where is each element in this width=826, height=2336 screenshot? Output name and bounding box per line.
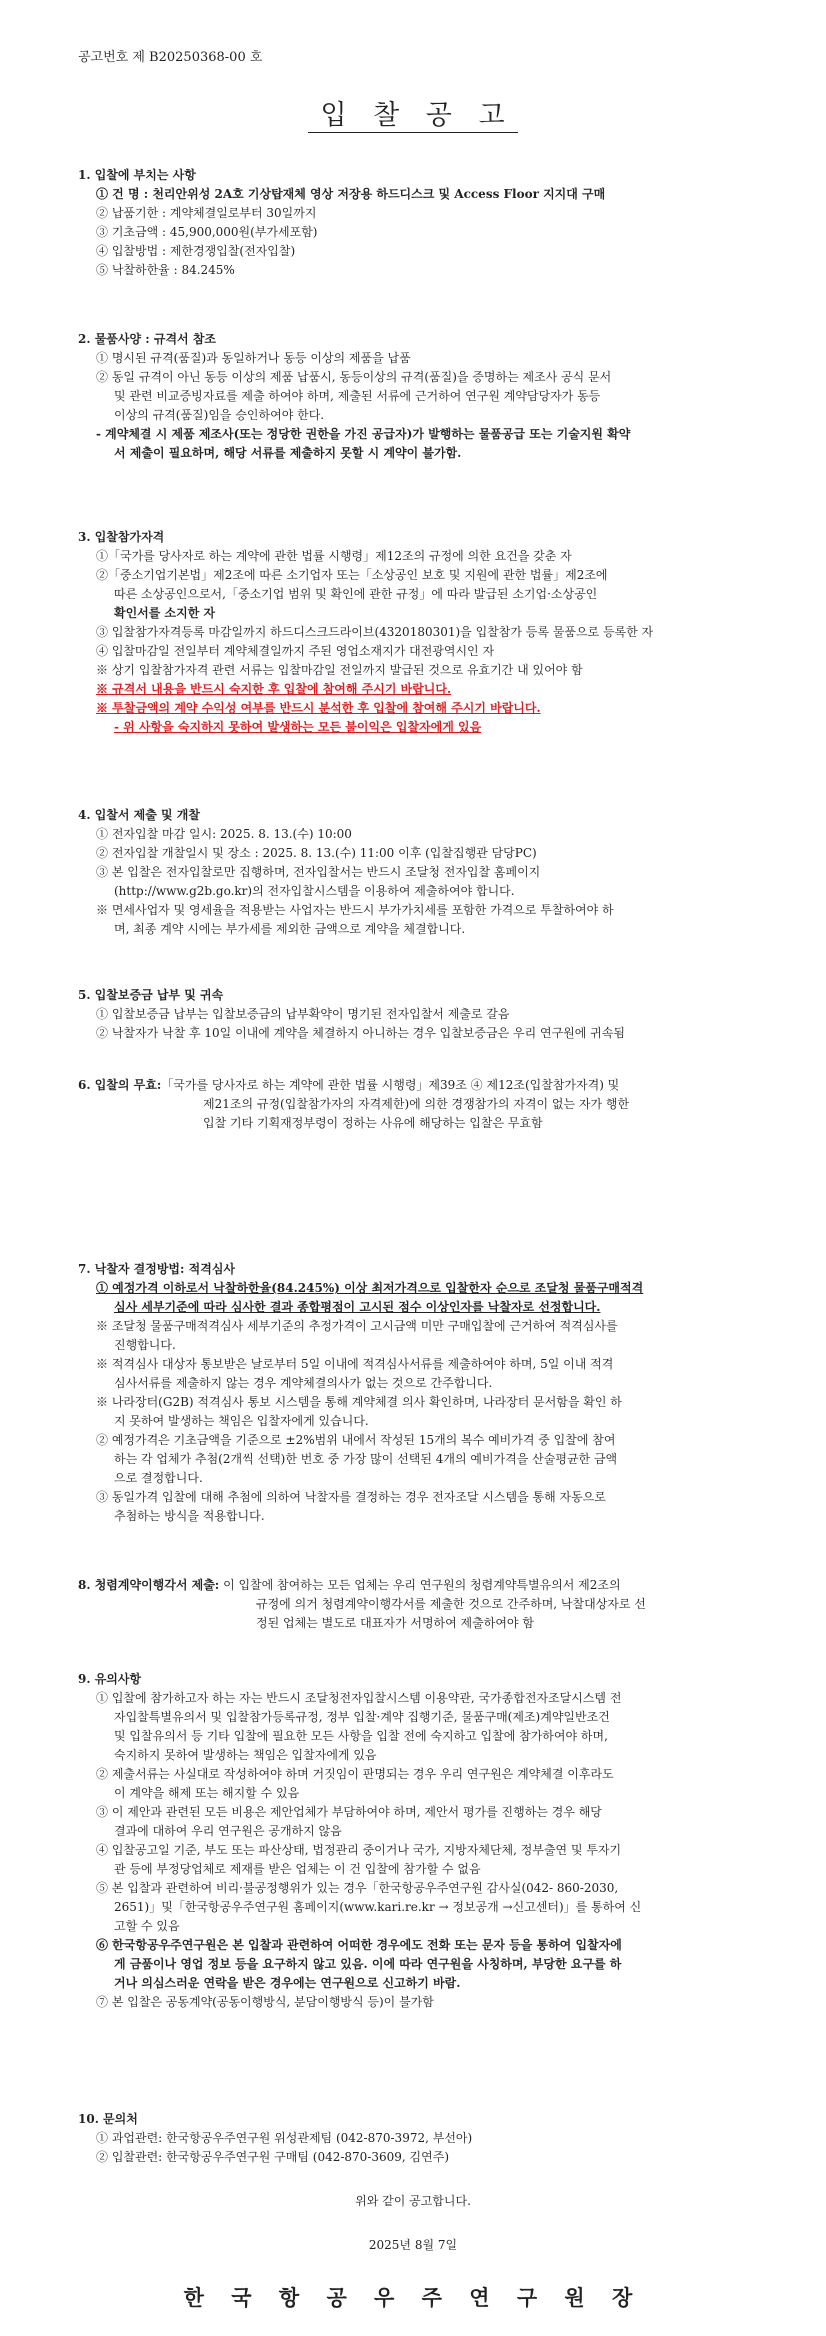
s9-line: ① 입찰에 참가하고자 하는 자는 반드시 조달청전자입찰시스템 이용약관, 국가종합전자조달시스템 전 bbox=[96, 1691, 622, 1705]
s3-line: ②「중소기업기본법」제2조에 따른 소기업자 또는「소상공인 보호 및 지원에 관한 법률」제2조에 bbox=[96, 568, 608, 582]
section-3-heading: 3. 입찰참가자격 bbox=[78, 530, 165, 544]
section-6 bbox=[78, 1076, 768, 1133]
s8-line: 규정에 의거 청렴계약이행각서를 제출한 것으로 간주하며, 낙찰대상자로 선 bbox=[256, 1597, 646, 1611]
s6-line: 「국가를 당사자로 하는 계약에 관한 법률 시행령」제39조 ④ 제12조(입찰참가자격) 및 bbox=[161, 1078, 620, 1092]
s9-line: 게 금품이나 영업 정보 등을 요구하지 않고 있음. 이에 따라 연구원을 사칭하며, 부당한 요구를 하 bbox=[114, 1957, 622, 1971]
s8-line: 이 입찰에 참여하는 모든 업체는 우리 연구원의 청렴계약특별유의서 제2조의 bbox=[223, 1578, 621, 1592]
s1-item-1 bbox=[78, 185, 768, 204]
section-2-heading: 2. 물품사양 : 규격서 참조 bbox=[78, 332, 216, 346]
s9-line: 고할 수 있음 bbox=[114, 1919, 180, 1933]
s5-line: ② 낙찰자가 낙찰 후 10일 이내에 계약을 체결하지 아니하는 경우 입찰보증금은 우리 연구원에 귀속됨 bbox=[96, 1026, 625, 1040]
section-6-heading: 6. 입찰의 무효: bbox=[78, 1078, 162, 1092]
s9-line: 2651)」및「한국항공우주연구원 홈페이지(www.kari.re.kr → 정보공개 →신고센터)」를 통하여 신 bbox=[114, 1900, 642, 1914]
s4-line: 며, 최종 계약 시에는 부가세를 제외한 금액으로 계약을 체결합니다. bbox=[114, 922, 466, 936]
s9-line: 자입찰특별유의서 및 입찰참가등록규정, 정부 입찰·계약 집행기준, 물품구매(제조)계약일반조건 bbox=[114, 1710, 610, 1724]
section-8 bbox=[78, 1576, 768, 1633]
s3-line: ③ 입찰참가자격등록 마감일까지 하드디스크드라이브(4320180301)을 입찰참가 등록 물품으로 등록한 자 bbox=[96, 625, 654, 639]
s7-line: ※ 조달청 물품구매적격심사 세부기준의 추정가격이 고시금액 미만 구매입찰에 근거하여 적격심사를 bbox=[96, 1319, 618, 1333]
s7-line: ① 예정가격 이하로서 낙찰하한율(84.245%) 이상 최저가격으로 입찰한자 순으로 조달청 물품구매적격 bbox=[96, 1281, 644, 1295]
s9-line: 숙지하지 못하여 발생하는 책임은 입찰자에게 있음 bbox=[114, 1748, 377, 1762]
section-4 bbox=[78, 806, 768, 939]
s4-line: ① 전자입찰 마감 일시: 2025. 8. 13.(수) 10:00 bbox=[96, 827, 352, 841]
s6-line: 입찰 기타 기획재정부령이 정하는 사유에 해당하는 입찰은 무효함 bbox=[203, 1116, 543, 1130]
s10-line: ① 과업관련: 한국항공우주연구원 위성관제팀 (042-870-3972, 부선아) bbox=[96, 2131, 473, 2145]
s7-line: 심사서류를 제출하지 않는 경우 계약체결의사가 없는 것으로 간주합니다. bbox=[114, 1376, 493, 1390]
s3-line: ④ 입찰마감일 전일부터 계약체결일까지 주된 영업소재지가 대전광역시인 자 bbox=[96, 644, 495, 658]
s7-line: 추첨하는 방식을 적용합니다. bbox=[114, 1509, 265, 1523]
section-10 bbox=[78, 2110, 768, 2167]
s7-line: ※ 나라장터(G2B) 적격심사 통보 시스템을 통해 계약체결 의사 확인하며, 나라장터 문서함을 확인 하 bbox=[96, 1395, 622, 1409]
s2-line: 및 관련 비교증빙자료를 제출 하여야 하며, 제출된 서류에 근거하여 연구원 계약담당자가 동등 bbox=[114, 389, 601, 403]
s7-line: 하는 각 업체가 추첨(2개씩 선택)한 번호 중 가장 많이 선택된 4개의 예비가격을 산술평균한 금액 bbox=[114, 1452, 618, 1466]
s9-line: 결과에 대하여 우리 연구원은 공개하지 않음 bbox=[114, 1824, 342, 1838]
s7-line: ② 예정가격은 기초금액을 기준으로 ±2%범위 내에서 작성된 15개의 복수 예비가격 중 입찰에 참여 bbox=[96, 1433, 616, 1447]
section-1-heading: 1. 입찰에 부치는 사항 bbox=[78, 168, 196, 182]
s3-line: ※ 상기 입찰참가자격 관련 서류는 입찰마감일 전일까지 발급된 것으로 유효기간 내 있어야 함 bbox=[96, 663, 583, 677]
s8-line: 정된 업체는 별도로 대표자가 서명하여 제출하여야 함 bbox=[256, 1616, 534, 1630]
s1-item-3: ③ 기초금액 : 45,900,000원(부가세포함) bbox=[96, 225, 318, 239]
s9-line: 및 입찰유의서 등 기타 입찰에 필요한 모든 사항을 입찰 전에 숙지하고 입찰에 참가하여야 하며, bbox=[114, 1729, 608, 1743]
s5-line: ① 입찰보증금 납부는 입찰보증금의 납부확약이 명기된 전자입찰서 제출로 갈음 bbox=[96, 1007, 510, 1021]
s1-item-2: ② 납품기한 : 계약체결일로부터 30일까지 bbox=[96, 206, 317, 220]
s3-line: 따른 소상공인으로서,「중소기업 범위 및 확인에 관한 규정」에 따라 발급된 소기업·소상공인 bbox=[114, 587, 598, 601]
title-text: 입 찰 공 고 bbox=[308, 100, 517, 133]
section-2 bbox=[78, 330, 768, 463]
section-4-heading: 4. 입찰서 제출 및 개찰 bbox=[78, 808, 200, 822]
section-9-heading: 9. 유의사항 bbox=[78, 1672, 142, 1686]
closing-statement: 위와 같이 공고합니다. bbox=[355, 2194, 471, 2208]
section-10-heading: 10. 문의처 bbox=[78, 2112, 138, 2126]
announcement-date: 2025년 8월 7일 bbox=[368, 2238, 458, 2252]
s2-line: ② 동일 규격이 아닌 동등 이상의 제품 납품시, 동등이상의 규격(품질)을 증명하는 제조사 공식 문서 bbox=[96, 370, 612, 384]
s7-line: ※ 적격심사 대상자 통보받은 날로부터 5일 이내에 적격심사서류를 제출하여야 하며, 5일 이내 적격 bbox=[96, 1357, 614, 1371]
s9-line: 거나 의심스러운 연락을 받은 경우에는 연구원으로 신고하기 바람. bbox=[114, 1976, 461, 1990]
s4-line: ※ 면세사업자 및 영세율을 적용받는 사업자는 반드시 부가가치세를 포함한 가격으로 투찰하여야 하 bbox=[96, 903, 614, 917]
section-3 bbox=[78, 528, 768, 737]
s3-warning: ※ 규격서 내용을 반드시 숙지한 후 입찰에 참여해 주시기 바랍니다. bbox=[96, 682, 452, 696]
s3-line: 확인서를 소지한 자 bbox=[114, 606, 216, 620]
s1-item-4: ④ 입찰방법 : 제한경쟁입찰(전자입찰) bbox=[96, 244, 296, 258]
s7-line: ③ 동일가격 입찰에 대해 추첨에 의하여 낙찰자를 결정하는 경우 전자조달 시스템을 통해 자동으로 bbox=[96, 1490, 606, 1504]
s3-warning: - 위 사항을 숙지하지 못하여 발생하는 모든 불이익은 입찰자에게 있음 bbox=[114, 720, 482, 734]
s9-line: ③ 이 제안과 관련된 모든 비용은 제안업체가 부담하여야 하며, 제안서 평가를 진행하는 경우 해당 bbox=[96, 1805, 602, 1819]
s6-line: 제21조의 규정(입찰참가자의 자격제한)에 의한 경쟁참가의 자격이 없는 자가 행한 bbox=[203, 1097, 630, 1111]
s2-line: 이상의 규격(품질)임을 승인하여야 한다. bbox=[114, 408, 325, 422]
s4-line: ③ 본 입찰은 전자입찰로만 집행하며, 전자입찰서는 반드시 조달청 전자입찰 홈페이지 bbox=[96, 865, 541, 879]
s1-item-5: ⑤ 낙찰하한율 : 84.245% bbox=[96, 263, 235, 277]
section-7-heading: 7. 낙찰자 결정방법: 적격심사 bbox=[78, 1262, 236, 1276]
s7-line: 심사 세부기준에 따라 심사한 결과 종합평점이 고시된 점수 이상인자를 낙찰자로 선정합니다. bbox=[114, 1300, 601, 1314]
section-8-heading: 8. 청렴계약이행각서 제출: bbox=[78, 1578, 220, 1592]
s4-line: ② 전자입찰 개찰일시 및 장소 : 2025. 8. 13.(수) 11:00 이후 (입찰집행관 담당PC) bbox=[96, 846, 537, 860]
s7-line: 진행합니다. bbox=[114, 1338, 176, 1352]
section-9 bbox=[78, 1670, 768, 2012]
s3-warning: ※ 투찰금액의 계약 수익성 여부를 반드시 분석한 후 입찰에 참여해 주시기 바랍니다. bbox=[96, 701, 541, 715]
page-title bbox=[0, 93, 826, 132]
section-5-heading: 5. 입찰보증금 납부 및 귀속 bbox=[78, 988, 224, 1002]
s7-line: 지 못하여 발생하는 책임은 입찰자에게 있습니다. bbox=[114, 1414, 369, 1428]
s9-line: ④ 입찰공고일 기준, 부도 또는 파산상태, 법정관리 중이거나 국가, 지방자체단체, 정부출연 및 투자기 bbox=[96, 1843, 622, 1857]
s9-line: ② 제출서류는 사실대로 작성하여야 하며 거짓임이 판명되는 경우 우리 연구원은 계약체결 이후라도 bbox=[96, 1767, 614, 1781]
s9-line: ⑤ 본 입찰과 관련하여 비리·불공정행위가 있는 경우「한국항공우주연구원 감사실(042- 860-2030, bbox=[96, 1881, 619, 1895]
s2-line: 서 제출이 필요하며, 해당 서류를 제출하지 못할 시 계약이 불가함. bbox=[114, 446, 462, 460]
s2-line: - 계약체결 시 제품 제조사(또는 정당한 권한을 가진 공급자)가 발행하는 물품공급 또는 기술지원 확약 bbox=[96, 427, 631, 441]
s1-item-1-text: ① 건 명 : 천리안위성 2A호 기상탑재체 영상 저장용 하드디스크 및 Access Floor 지지대 구매 bbox=[96, 187, 606, 201]
notice-number: 공고번호 제 B20250368-00 호 bbox=[78, 50, 263, 65]
s7-line: 으로 결정합니다. bbox=[114, 1471, 203, 1485]
s9-line: ⑦ 본 입찰은 공동계약(공동이행방식, 분담이행방식 등)이 불가함 bbox=[96, 1995, 434, 2009]
s9-line: 이 계약을 해제 또는 해지할 수 있음 bbox=[114, 1786, 300, 1800]
s2-line: ① 명시된 규격(품질)과 동일하거나 동등 이상의 제품을 납품 bbox=[96, 351, 411, 365]
section-5 bbox=[78, 986, 768, 1043]
s9-line: ⑥ 한국항공우주연구원은 본 입찰과 관련하여 어떠한 경우에도 전화 또는 문자 등을 통하여 입찰자에 bbox=[96, 1938, 622, 1952]
s9-line: 관 등에 부정당업체로 제재를 받은 업체는 이 건 입찰에 참가할 수 없음 bbox=[114, 1862, 481, 1876]
section-1 bbox=[78, 166, 768, 280]
s4-line: (http://www.g2b.go.kr)의 전자입찰시스템을 이용하여 제출하여야 합니다. bbox=[114, 884, 515, 898]
issuer-signature: 한 국 항 공 우 주 연 구 원 장 bbox=[183, 2285, 643, 2310]
section-7 bbox=[78, 1260, 768, 1526]
s10-line: ② 입찰관련: 한국항공우주연구원 구매팀 (042-870-3609, 김연주) bbox=[96, 2150, 449, 2164]
s3-line: ①「국가를 당사자로 하는 계약에 관한 법률 시행령」제12조의 규정에 의한 요건을 갖춘 자 bbox=[96, 549, 572, 563]
